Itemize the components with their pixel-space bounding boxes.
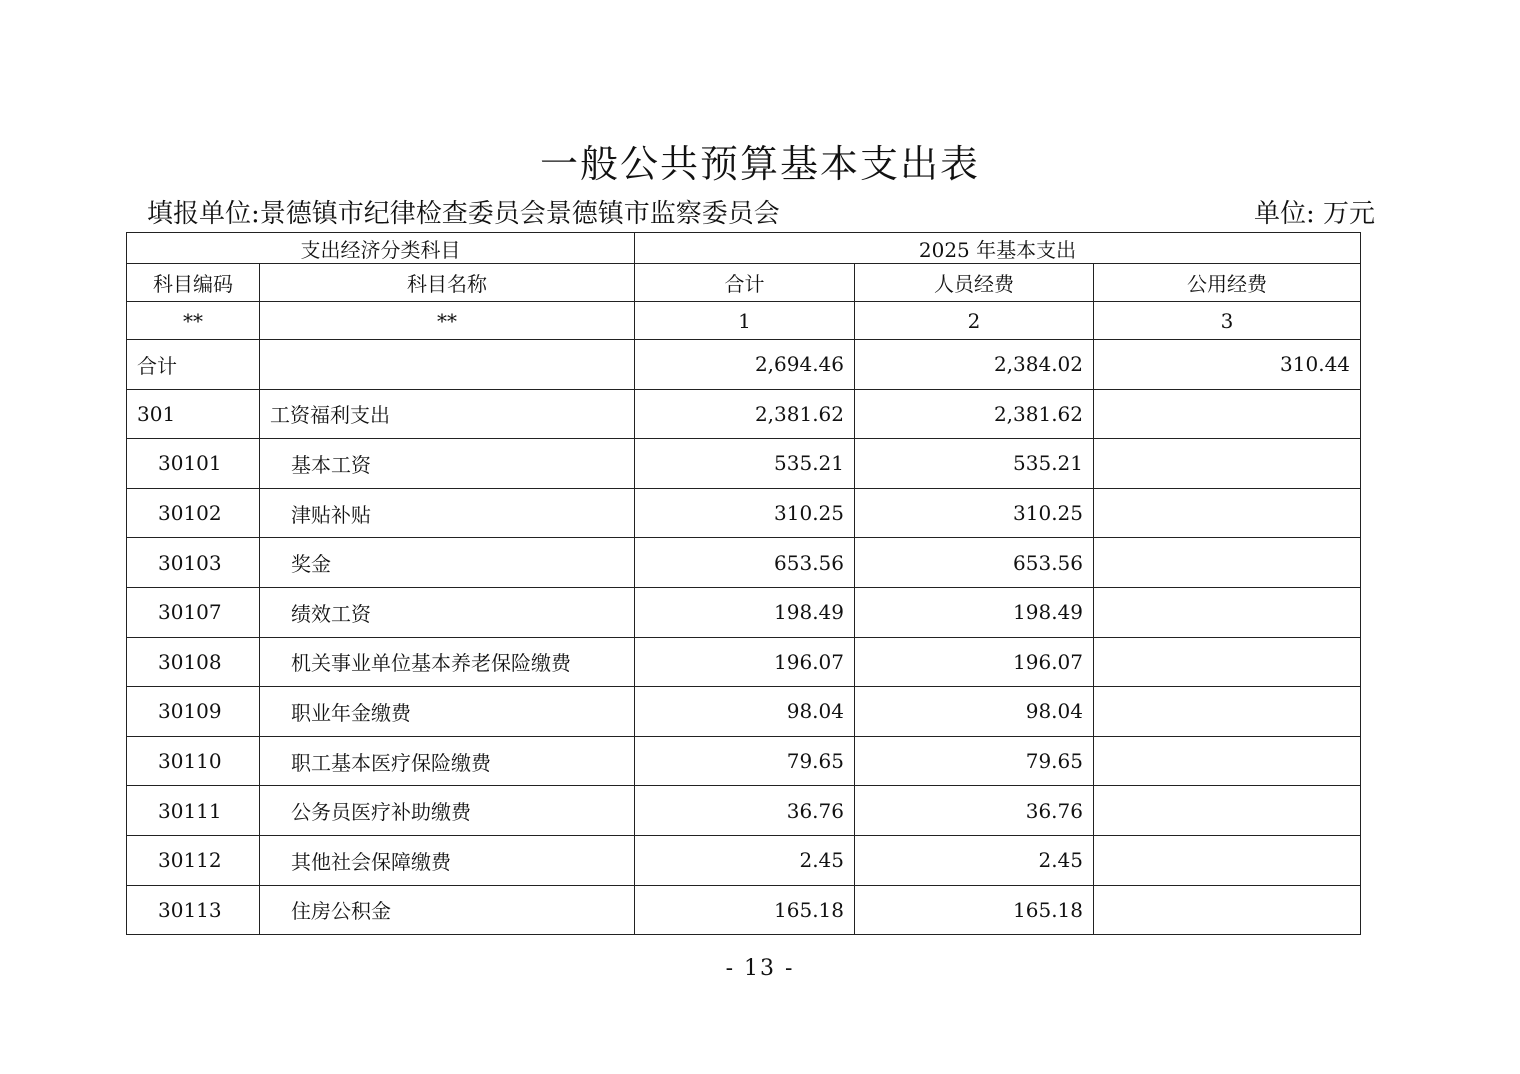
row-personnel: 98.04 [855,687,1094,737]
header-total: 合计 [635,264,855,302]
table-row [127,687,1361,737]
row-total: 79.65 [635,736,855,786]
row-name: 职业年金缴费 [260,687,635,737]
page-title: 一般公共预算基本支出表 [539,142,980,186]
row-name: 奖金 [260,538,635,588]
row-code: 合计 [127,340,260,390]
index-total: 1 [635,302,855,340]
row-name: 工资福利支出 [260,389,635,439]
row-code: 30110 [127,736,260,786]
row-public [1094,835,1361,885]
page-number: - 13 - [725,956,795,981]
row-total: 535.21 [635,439,855,489]
row-personnel: 2.45 [855,835,1094,885]
index-name: ** [260,302,635,340]
row-code: 30113 [127,885,260,935]
row-total: 2.45 [635,835,855,885]
row-total: 2,381.62 [635,389,855,439]
table-row [127,439,1361,489]
row-personnel: 2,384.02 [855,340,1094,390]
row-personnel: 79.65 [855,736,1094,786]
table-row [127,538,1361,588]
index-personnel: 2 [855,302,1094,340]
row-total: 310.25 [635,488,855,538]
row-public [1094,786,1361,836]
row-public [1094,538,1361,588]
row-name: 绩效工资 [260,587,635,637]
header-group-row [127,233,1361,264]
table-row [127,736,1361,786]
table-row [127,587,1361,637]
row-public [1094,389,1361,439]
budget-table [126,232,1361,935]
row-personnel: 310.25 [855,488,1094,538]
reporting-unit: 填报单位:景德镇市纪律检查委员会景德镇市监察委员会 [147,199,780,229]
row-code: 301 [127,389,260,439]
row-personnel: 165.18 [855,885,1094,935]
row-total: 165.18 [635,885,855,935]
row-total: 98.04 [635,687,855,737]
table-row [127,389,1361,439]
index-public: 3 [1094,302,1361,340]
row-public [1094,439,1361,489]
row-total: 196.07 [635,637,855,687]
table-row-total [127,340,1361,390]
row-name: 住房公积金 [260,885,635,935]
row-personnel: 196.07 [855,637,1094,687]
row-code: 30108 [127,637,260,687]
row-personnel: 2,381.62 [855,389,1094,439]
row-name: 机关事业单位基本养老保险缴费 [260,637,635,687]
index-code: ** [127,302,260,340]
row-total: 198.49 [635,587,855,637]
currency-unit: 单位: 万元 [1253,199,1375,229]
table-row [127,885,1361,935]
table-row [127,786,1361,836]
table-row [127,488,1361,538]
header-index-row [127,302,1361,340]
row-public: 310.44 [1094,340,1361,390]
row-code: 30109 [127,687,260,737]
table-row [127,835,1361,885]
row-personnel: 36.76 [855,786,1094,836]
header-column-row [127,264,1361,302]
row-total: 36.76 [635,786,855,836]
row-code: 30102 [127,488,260,538]
row-code: 30107 [127,587,260,637]
row-public [1094,736,1361,786]
row-personnel: 653.56 [855,538,1094,588]
row-public [1094,885,1361,935]
row-name: 其他社会保障缴费 [260,835,635,885]
header-personnel: 人员经费 [855,264,1094,302]
row-name: 津贴补贴 [260,488,635,538]
row-code: 30101 [127,439,260,489]
row-public [1094,587,1361,637]
row-total: 653.56 [635,538,855,588]
row-name: 职工基本医疗保险缴费 [260,736,635,786]
row-code: 30111 [127,786,260,836]
row-code: 30112 [127,835,260,885]
row-total: 2,694.46 [635,340,855,390]
row-personnel: 198.49 [855,587,1094,637]
report-meta [147,194,1375,234]
header-code: 科目编码 [127,264,260,302]
row-name: 公务员医疗补助缴费 [260,786,635,836]
row-personnel: 535.21 [855,439,1094,489]
row-code: 30103 [127,538,260,588]
table-row [127,637,1361,687]
header-economic-classification: 支出经济分类科目 [127,233,635,264]
row-name [260,340,635,390]
header-public: 公用经费 [1094,264,1361,302]
row-name: 基本工资 [260,439,635,489]
row-public [1094,488,1361,538]
row-public [1094,637,1361,687]
header-name: 科目名称 [260,264,635,302]
row-public [1094,687,1361,737]
header-basic-expenditure-year: 2025 年基本支出 [635,233,1361,264]
